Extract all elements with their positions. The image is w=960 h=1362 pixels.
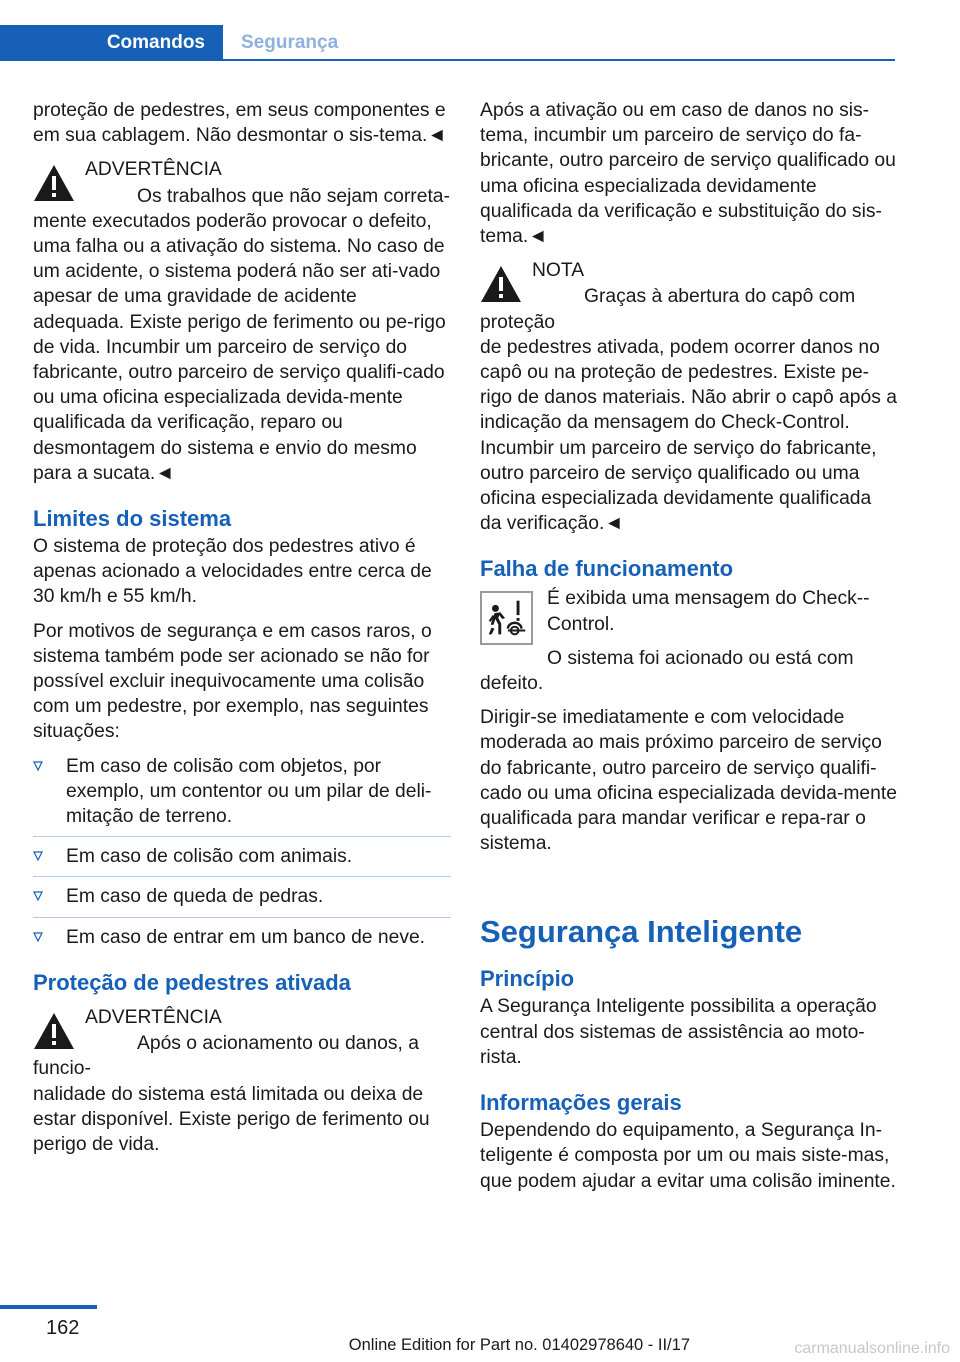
warning-1-first-line: Os trabalhos que não sejam correta- bbox=[137, 185, 450, 207]
tab-seguranca-label: Segurança bbox=[241, 32, 339, 53]
warning-2-title: ADVERTÊNCIA bbox=[85, 1006, 222, 1028]
warning-triangle-icon bbox=[33, 163, 75, 203]
footer-rule bbox=[0, 1305, 97, 1309]
note-title: NOTA bbox=[532, 260, 585, 282]
tab-comandos[interactable] bbox=[0, 25, 223, 61]
right-column bbox=[480, 98, 898, 1203]
triangle-bullet-icon bbox=[33, 891, 43, 901]
situations-list bbox=[33, 754, 451, 950]
caution-triangle-icon bbox=[480, 264, 522, 304]
triangle-bullet-icon bbox=[33, 932, 43, 942]
list-item bbox=[33, 754, 451, 830]
triangle-bullet-icon bbox=[33, 761, 43, 771]
page-number: 162 bbox=[46, 1317, 80, 1339]
heading-general-info: Informações gerais bbox=[480, 1090, 682, 1116]
triangle-bullet-icon bbox=[33, 851, 43, 861]
note-first-line: Graças à abertura do capô com proteção bbox=[480, 286, 856, 333]
general-info-paragraph: Dependendo do equipamento, a Segurança In-teligente é composta por um ou mais siste-mas, que podem ajudar a evitar uma colisão iminente. bbox=[480, 1120, 896, 1192]
watermark: carmanualsonline.info bbox=[794, 1340, 950, 1357]
heading-limits: Limites do sistema bbox=[33, 506, 232, 532]
warning-triangle-icon bbox=[33, 1011, 75, 1051]
list-item-text: Em caso de queda de pedras. bbox=[66, 886, 324, 908]
limits-paragraph-1: O sistema de proteção dos pedestres ativo é apenas acionado a velocidades entre cerca de 30 km/h e 55 km/h. bbox=[33, 536, 432, 608]
warning-block-2 bbox=[33, 1005, 451, 1157]
note-body: de pedestres ativada, podem ocorrer danos no capô ou na proteção de pedestres. Existe pe-rigo de danos materiais. Não abrir o capô após a indicação da mensagem do Check-Control. Incumbir um parceiro de serviço do fabricante, outro parceiro de serviço qualificado ou uma oficina especializada devidamente qualificada da verificação.◄ bbox=[480, 336, 897, 535]
chapter-tabs bbox=[0, 25, 895, 61]
warning-block-1 bbox=[33, 157, 451, 486]
malfunction-status-text: O sistema foi acionado ou está com defeito. bbox=[480, 647, 854, 695]
tab-underline bbox=[223, 59, 895, 61]
check-control-message-text: É exibida uma mensagem do Check--Control. bbox=[547, 588, 870, 635]
tab-comandos-label: Comandos bbox=[106, 32, 205, 53]
pedestrian-protection-warning-icon bbox=[480, 591, 533, 645]
left-column bbox=[33, 98, 451, 1166]
malfunction-paragraph: Dirigir-se imediatamente e com velocidade moderada ao mais próximo parceiro de serviço do fabricante, outro parceiro de serviço qualifi-cado ou uma oficina especializada devida-mente qualificada para mandar verificar e repa-rar o sistema. bbox=[480, 707, 897, 855]
list-item bbox=[33, 925, 451, 950]
tab-seguranca[interactable] bbox=[223, 25, 895, 61]
list-item-text: Em caso de entrar em um banco de neve. bbox=[66, 926, 426, 948]
list-item-text: Em caso de colisão com objetos, por exemplo, um contentor ou um pilar de deli-mitação de terreno. bbox=[66, 755, 432, 828]
list-divider bbox=[33, 917, 451, 918]
list-item-text: Em caso de colisão com animais. bbox=[66, 846, 353, 868]
edition-footer: Online Edition for Part no. 01402978640 - II/17 bbox=[348, 1336, 690, 1354]
list-divider bbox=[33, 836, 451, 837]
warning-2-body: nalidade do sistema está limitada ou deixa de estar disponível. Existe perigo de ferimento ou perigo de vida. bbox=[33, 1083, 430, 1155]
warning-1-title: ADVERTÊNCIA bbox=[85, 159, 222, 181]
list-divider bbox=[33, 876, 451, 877]
heading-intelligent-safety: Segurança Inteligente bbox=[480, 914, 803, 950]
left-intro-paragraph: proteção de pedestres, em seus componentes e em sua cablagem. Não desmontar o sis-tema.◄ bbox=[33, 100, 447, 147]
heading-principle: Princípio bbox=[480, 966, 575, 992]
heading-protection-active: Proteção de pedestres ativada bbox=[33, 969, 351, 995]
note-block bbox=[480, 258, 898, 536]
right-intro-paragraph: Após a ativação ou em caso de danos no sis-tema, incumbir um parceiro de serviço do fa-bricante, outro parceiro de serviço qualificado ou uma oficina especializada devidamente qualificada da verificação e substituição do sis-tema.◄ bbox=[480, 100, 896, 248]
warning-1-body: mente executados poderão provocar o defeito, uma falha ou a ativação do sistema. No caso de um acidente, o sistema poderá não ser ati-vado apesar de uma gravidade de acidente adequada. Existe perigo de ferimento ou pe-rigo de vida. Incumbir um parceiro de serviço do fabricante, outro parceiro de serviço qualifi-cado ou uma oficina especializada devida-mente qualificada da verificação, reparo ou desmontagem do sistema e envio do mesmo para a sucata.◄ bbox=[33, 210, 446, 484]
heading-malfunction: Falha de funcionamento bbox=[480, 556, 734, 582]
limits-paragraph-2: Por motivos de segurança e em casos raros, o sistema também pode ser acionado se não for possível excluir inequivocamente uma colisão com um pedestre, por exemplo, nas seguintes situações: bbox=[33, 620, 432, 743]
principle-paragraph: A Segurança Inteligente possibilita a operação central dos sistemas de assistência ao moto-rista. bbox=[480, 996, 877, 1068]
list-item bbox=[33, 844, 451, 869]
check-control-block bbox=[480, 586, 898, 696]
warning-2-first-line: Após o acionamento ou danos, a funcio- bbox=[33, 1033, 419, 1080]
list-item bbox=[33, 884, 451, 909]
